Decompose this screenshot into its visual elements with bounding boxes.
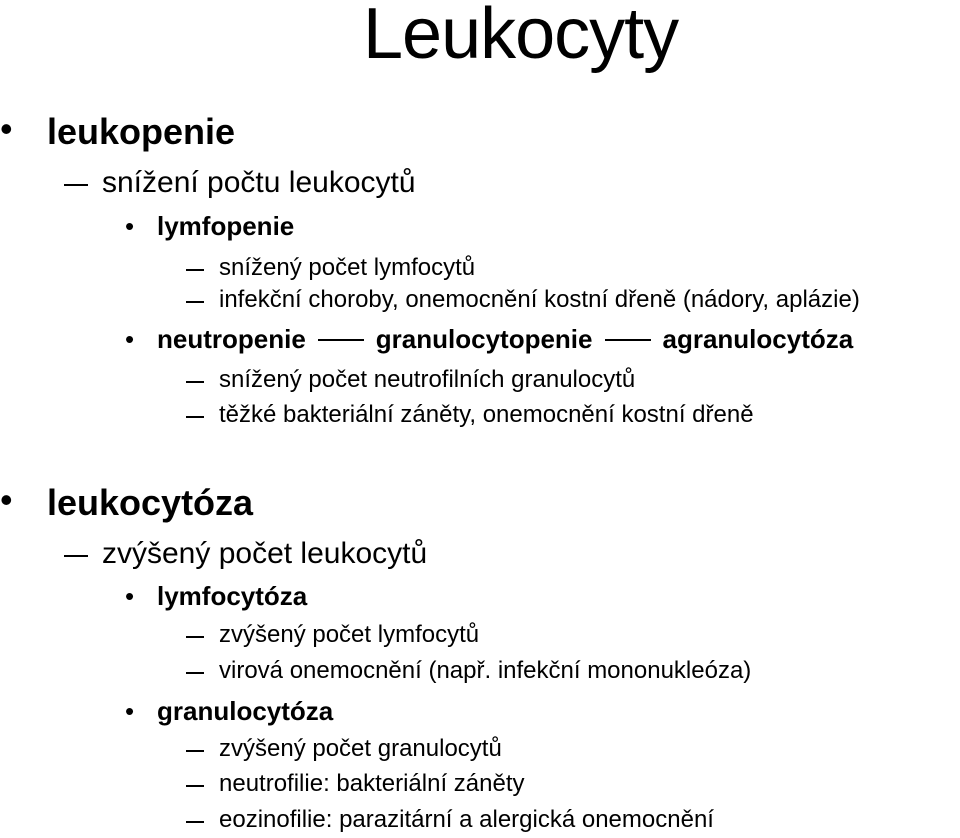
list-item: neutrofilie: bakteriální záněty: [0, 770, 960, 798]
dash-icon: [64, 555, 88, 557]
bullet-icon: •: [125, 211, 135, 241]
section-sub: zvýšený počet leukocytů: [0, 537, 960, 571]
emdash-icon: [318, 339, 364, 341]
list-item: těžké bakteriální záněty, onemocnění kostní dřeně: [0, 401, 960, 429]
section-heading: leukocytóza: [47, 482, 254, 523]
section-sub: snížení počtu leukocytů: [0, 166, 960, 200]
dash-icon: [186, 672, 204, 674]
dash-icon: [186, 750, 204, 752]
section-leukopenie: [0, 108, 960, 152]
list-item: zvýšený počet granulocytů: [0, 735, 960, 763]
group-label: • lymfocytóza: [125, 581, 308, 611]
list-item: virová onemocnění (např. infekční mononukleóza): [0, 657, 960, 685]
group-label: • lymfopenie: [125, 211, 295, 241]
group-label-part: granulocytopenie: [375, 324, 593, 354]
emdash-icon: [605, 339, 651, 341]
list-item: infekční choroby, onemocnění kostní dřeně (nádory, aplázie): [0, 286, 960, 314]
group-label: [0, 324, 960, 354]
bullet-icon: •: [125, 581, 135, 611]
bullet-icon: •: [0, 108, 13, 149]
dash-icon: [64, 184, 88, 186]
dash-icon: [186, 301, 204, 303]
group-label-part: neutropenie: [157, 324, 306, 354]
list-item: snížený počet lymfocytů: [0, 254, 960, 282]
dash-icon: [186, 785, 204, 787]
dash-icon: [186, 821, 204, 823]
dash-icon: [186, 416, 204, 418]
list-item: zvýšený počet lymfocytů: [0, 621, 960, 649]
section-leukocytoza: [0, 479, 960, 523]
list-item: snížený počet neutrofilních granulocytů: [0, 366, 960, 394]
bullet-icon: •: [125, 696, 135, 726]
section-heading: leukopenie: [47, 111, 236, 152]
group-label: • granulocytóza: [125, 696, 334, 726]
dash-icon: [186, 636, 204, 638]
list-item: eozinofilie: parazitární a alergická onemocnění: [0, 806, 960, 834]
bullet-icon: •: [0, 479, 13, 520]
bullet-icon: •: [125, 324, 135, 354]
page-title: Leukocyty: [363, 0, 679, 74]
dash-icon: [186, 381, 204, 383]
dash-icon: [186, 269, 204, 271]
group-label-part: agranulocytóza: [662, 324, 854, 354]
